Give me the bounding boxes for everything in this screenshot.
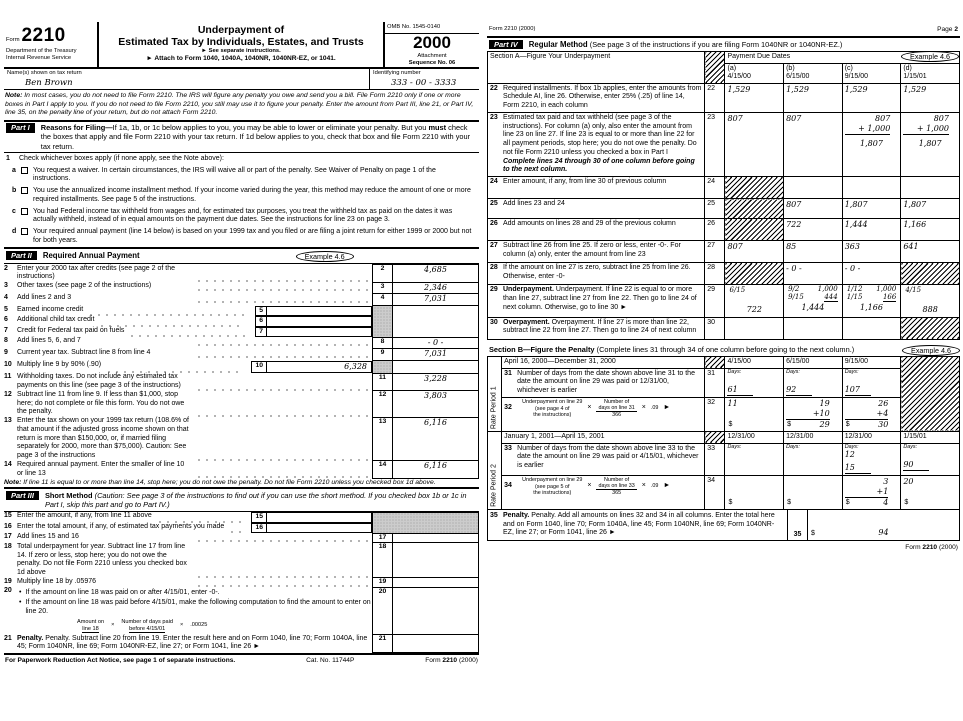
name-value[interactable]: Ben Brown bbox=[25, 77, 73, 88]
row-27: 27 Subtract line 26 from line 25. If zero or less, enter -0-. For column (a) only, enter the amount from line 23 27 807 85 363 641 bbox=[488, 241, 960, 263]
line-1c: c You had Federal income tax withheld from wages and, for estimated tax purposes, you treat the withheld tax as paid on the dates it was actually withheld, instead of in equal amounts on the payment due dates. See the instructions for line 23 on page 3. bbox=[12, 207, 453, 224]
line6-field[interactable] bbox=[267, 316, 372, 326]
line27c[interactable]: 363 bbox=[842, 241, 901, 263]
row-15: 15 Enter the amount, if any, from line 11 above 15 bbox=[4, 512, 479, 522]
line4-amount[interactable]: 7,031 bbox=[393, 294, 479, 306]
line27d[interactable]: 641 bbox=[901, 241, 960, 263]
part3-title: Short Method bbox=[44, 490, 93, 500]
arrow-icon: ► bbox=[620, 303, 628, 311]
row-33: 33 Number of days from the date shown above line 33 to the date the amount on line 29 was paid or 4/15/01, whichever is earlier 33 Days: Days: Days: 12 15 Days: 90 bbox=[488, 443, 960, 475]
hatched-cell bbox=[705, 431, 725, 443]
page2-footer: Form 2210 (2000) bbox=[905, 544, 958, 552]
line34b[interactable]: $ bbox=[784, 475, 843, 509]
rate-period-2-dates: Rate Period 2 January 1, 2001—April 15, 2001 12/31/00 12/31/00 12/31/00 1/15/01 bbox=[488, 431, 960, 443]
line35-amount[interactable]: $ 94 bbox=[811, 528, 889, 538]
row-18: 18 Total underpayment for year. Subtract line 17 from line 14. If zero or less, stop here; you do not owe the penalty. Do not file Form 2210 unless you checked box 1d above 18 bbox=[4, 543, 479, 578]
row-16: 16 Enter the total amount, if any, of estimated tax payments you made 16 bbox=[4, 523, 479, 533]
hatched-cell bbox=[725, 199, 784, 219]
sequence-number: Sequence No. 06 bbox=[408, 60, 456, 67]
line7-field[interactable] bbox=[267, 327, 372, 337]
line26b[interactable]: 722 bbox=[784, 219, 843, 241]
checkbox-1b[interactable] bbox=[21, 187, 28, 194]
row-21: 21 Penalty. Penalty. Subtract line 20 from line 19. Enter the result here and on Form 1040, line 70; Form 1040A, line 45; Form 1040NR, line 69; Form 1040NR-EZ, line 27; or Form 1041, line 26 ► 21 bbox=[4, 635, 479, 653]
row-23: 23 Estimated tax paid and tax withheld (see page 3 of the instructions). For column (a) only, also enter the amount from line 23 on line 27. If line 23 is equal to or more than line 22 for all payment periods, stop here; you do not owe the penalty. Do not file Form 2210 unless you checked a box in Part I Complete lines 24 through 30 of one column before going to the next column. 23 807 807 807 + 1,000 1,807 807 + 1,000 1,807 bbox=[488, 112, 960, 176]
line33c[interactable]: Days: 12 15 bbox=[842, 443, 901, 475]
hatched-cell bbox=[725, 263, 784, 285]
page2-header: Form 2210 (2000) Page 2 bbox=[489, 26, 958, 33]
line14-amount[interactable]: 6,116 bbox=[393, 461, 479, 479]
line33d[interactable]: Days: 90 bbox=[901, 443, 960, 475]
line18-amount[interactable] bbox=[393, 543, 479, 578]
id-value[interactable]: 333 - 00 - 3333 bbox=[391, 77, 457, 88]
page1-footer: For Paperwork Reduction Act Notice, see page 1 of separate instructions. Cat. No. 11744P Form 2210 (2000) bbox=[4, 653, 479, 667]
name-label: Name(s) shown on tax return bbox=[7, 70, 82, 77]
line2-amount[interactable]: 4,685 bbox=[393, 265, 479, 283]
section-a-table bbox=[487, 51, 960, 340]
part4-header: Part IV Regular Method (See page 3 of the instructions if you are filing Form 1040NR or 1040NR-EZ.) bbox=[487, 36, 960, 51]
line10-open-box bbox=[393, 361, 479, 374]
rate-period-1-range: April 16, 2000—December 31, 2000 bbox=[502, 356, 705, 368]
line20-amount[interactable] bbox=[393, 587, 479, 634]
line12-amount[interactable]: 3,803 bbox=[393, 391, 479, 417]
id-label: Identifying number bbox=[373, 70, 421, 77]
omb-number: OMB No. 1545-0140 bbox=[385, 22, 479, 34]
line17-amount[interactable] bbox=[393, 533, 479, 542]
hatched-cell bbox=[725, 219, 784, 241]
hatched-cell bbox=[705, 356, 725, 368]
form-number: 2210 bbox=[21, 25, 66, 46]
arrow-icon: ► bbox=[608, 529, 616, 537]
row-22: 22 Required installments. If box 1b applies, enter the amounts from Schedule AI, line 26. Otherwise, enter 25% (.25) of line 14, Form 2210, in each column 22 1,529 1,529 1,529 1,529 bbox=[488, 83, 960, 112]
line25d[interactable]: 1,807 bbox=[901, 199, 960, 219]
shaded-area bbox=[373, 512, 479, 533]
line24b[interactable] bbox=[784, 177, 843, 199]
row-29: 29 Underpayment. Underpayment. If line 22 is equal to or more than line 27, subtract line 27 from line 22. Then go to line 24 of next column. Otherwise, go to line 30 ► 29 6/15 722 9/2 1,000 9/15 444 1,444 1/12 1,000 1/15 166 1,166 4/15 888 bbox=[488, 285, 960, 318]
line29a[interactable]: 6/15 722 bbox=[725, 285, 784, 318]
line23a[interactable]: 807 bbox=[725, 112, 784, 176]
line22a[interactable]: 1,529 bbox=[725, 83, 784, 112]
line13-amount[interactable]: 6,116 bbox=[393, 417, 479, 461]
form-title-block bbox=[99, 22, 383, 67]
name-field[interactable] bbox=[4, 69, 369, 89]
section-a-title: Section A—Figure Your Underpayment bbox=[488, 51, 705, 83]
row-30: 30 Overpayment. Overpayment. If line 27 is more than line 22, subtract line 22 from line 27. Then go to line 24 of next column 30 bbox=[488, 317, 960, 339]
form-word: Form bbox=[6, 37, 20, 43]
part1-badge: Part I bbox=[6, 123, 35, 132]
line31b[interactable]: Days: 92 bbox=[784, 368, 843, 397]
part3-header: Part III Short Method (Caution: See page 3 of the instructions to find out if you can use the short method. If you checked box 1b or 1c in Part I, skip this part and go to Part IV.) bbox=[4, 487, 479, 512]
example-annotation: Example 4.6 bbox=[902, 345, 960, 356]
row-6: 6 Additional child tax credit 6 bbox=[4, 316, 479, 326]
section-b-title: Section B—Figure the Penalty (Complete lines 31 through 34 of one column before going to the next column.) Example 4.6 bbox=[487, 343, 960, 356]
rate-period-2-label: Rate Period 2 bbox=[488, 431, 502, 509]
row-26: 26 Add amounts on lines 28 and 29 of the previous column 26 722 1,444 1,166 bbox=[488, 219, 960, 241]
line26d[interactable]: 1,166 bbox=[901, 219, 960, 241]
line15-field[interactable] bbox=[267, 512, 372, 522]
line27b[interactable]: 85 bbox=[784, 241, 843, 263]
line31a[interactable]: Days: 61 bbox=[725, 368, 784, 397]
name-row bbox=[4, 69, 479, 90]
example-annotation: Example 4.6 bbox=[901, 51, 959, 62]
part3-table bbox=[4, 512, 479, 653]
row-25: 25 Add lines 23 and 24 25 807 1,807 1,807 bbox=[488, 199, 960, 219]
dept-line2: Internal Revenue Service bbox=[6, 54, 72, 61]
catalog-number: Cat. No. 11744P bbox=[306, 656, 355, 664]
form-ref: Form 2210 (2000) bbox=[489, 26, 536, 32]
line27a[interactable]: 807 bbox=[725, 241, 784, 263]
row-34: 34 Underpayment on line 29 (see page 5 of the instructions) × Number of days on line 33 365 × .09 ► 34 $ $ $ 3 +1 4 $ 20 bbox=[488, 475, 960, 509]
omb-block bbox=[383, 22, 479, 67]
row-3: 3 Other taxes (see page 2 of the instructions) 3 2,346 bbox=[4, 282, 479, 294]
hatched-cell bbox=[705, 51, 725, 83]
column-headers: (a) 4/15/00 (b) 6/15/00 (c) 9/15/00 (d) 1/15/01 bbox=[488, 63, 960, 83]
line21-amount[interactable] bbox=[393, 635, 479, 653]
line16-field[interactable] bbox=[267, 523, 372, 533]
hatched-cell bbox=[901, 263, 960, 285]
checkbox-1a[interactable] bbox=[21, 167, 28, 174]
row-11: 11 Withholding taxes. Do not include any estimated tax payments on this line (see page 3 of the instructions) 11 3,228 bbox=[4, 373, 479, 391]
line24d[interactable] bbox=[901, 177, 960, 199]
line34c[interactable]: $ 3 +1 4 bbox=[842, 475, 901, 509]
part3-badge: Part III bbox=[6, 491, 39, 500]
row-7: 7 Credit for Federal tax paid on fuels 7 bbox=[4, 327, 479, 337]
paperwork-notice: For Paperwork Reduction Act Notice, see page 1 of separate instructions. bbox=[5, 656, 236, 664]
row-20: 20 • If the amount on line 18 was paid on or after 4/15/01, enter -0-. • If the amount on line 18 was paid before 4/15/01, make the following computation to find the amount to enter on line 20. Amount on line 18 × Number of days paid before 4/15/01 × .00025 20 bbox=[4, 587, 479, 634]
part2-badge: Part II bbox=[6, 251, 37, 260]
line22d[interactable]: 1,529 bbox=[901, 83, 960, 112]
line23b[interactable]: 807 bbox=[784, 112, 843, 176]
lines5-7-open-box bbox=[393, 306, 479, 337]
part1-header bbox=[4, 120, 479, 154]
line-1: 1 Check whichever boxes apply (if none apply, see the Note above): bbox=[6, 155, 224, 163]
line34a[interactable]: $ bbox=[725, 475, 784, 509]
row-8: 8 Add lines 5, 6, and 7 8 - 0 - bbox=[4, 337, 479, 349]
form-title-2: Estimated Tax by Individuals, Estates, and Trusts bbox=[118, 36, 364, 49]
line10-field[interactable]: 6,328 bbox=[267, 361, 372, 374]
line-1a: a You request a waiver. In certain circumstances, the IRS will waive all or part of the penalty. See Waiver of Penalty on page 1 of the instructions. bbox=[12, 166, 436, 183]
line33b[interactable]: Days: bbox=[784, 443, 843, 475]
line-1d: d Your required annual payment (line 14 below) is based on your 1999 tax and you filed or are filing a joint return for either 1999 or 2000 but not for both years. bbox=[12, 228, 472, 244]
row-19: 19 Multiply line 18 by .05976 19 bbox=[4, 578, 479, 587]
row-5: 5 Earned income credit 5 bbox=[4, 306, 479, 316]
attachment-word: Attachment bbox=[417, 52, 447, 59]
part1-heading: Reasons for Filing—If 1a, 1b, or 1c below applies to you, you may be able to lower or eliminate your penalty. But you must check the boxes that apply and file Form 2210 with your tax return. If 1d below applies to you, check that box and file Form 2210 with your tax return. bbox=[40, 123, 471, 151]
line24c[interactable] bbox=[842, 177, 901, 199]
line8-amount[interactable]: - 0 - bbox=[393, 337, 479, 349]
part2-table bbox=[4, 264, 479, 487]
line22b[interactable]: 1,529 bbox=[784, 83, 843, 112]
form-id-block bbox=[4, 22, 99, 67]
line25b[interactable]: 807 bbox=[784, 199, 843, 219]
line28c[interactable]: - 0 - bbox=[842, 263, 901, 285]
line23d[interactable]: 807 + 1,000 1,807 bbox=[901, 112, 960, 176]
line26c[interactable]: 1,444 bbox=[842, 219, 901, 241]
line23c[interactable]: 807 + 1,000 1,807 bbox=[842, 112, 901, 176]
form-title-1: Underpayment of bbox=[197, 24, 285, 36]
line31c[interactable]: Days: 107 bbox=[842, 368, 901, 397]
payment-due-dates-header: Payment Due Dates Example 4.6 bbox=[725, 51, 960, 63]
shaded-area bbox=[373, 306, 393, 337]
form-header bbox=[4, 22, 479, 69]
row-10: 10 Multiply line 9 by 90% (.90) 10 6,328 bbox=[4, 361, 479, 374]
checkbox-1d[interactable] bbox=[21, 228, 28, 235]
line32b[interactable]: $ 19 +10 29 bbox=[784, 397, 843, 431]
dept-line1: Department of the Treasury bbox=[6, 47, 77, 54]
hatched-cell bbox=[901, 317, 960, 339]
rate-period-1-dates: Rate Period 1 April 16, 2000—December 31, 2000 4/15/00 6/15/00 9/15/00 bbox=[488, 356, 960, 368]
row-14: 14 Required annual payment. Enter the smaller of line 10 or line 13 14 6,116 bbox=[4, 461, 479, 479]
row-17: 17 Add lines 15 and 16 17 bbox=[4, 533, 479, 542]
example-annotation: Example 4.6 bbox=[296, 251, 354, 262]
line32a[interactable]: $ 11 bbox=[725, 397, 784, 431]
line11-amount[interactable]: 3,228 bbox=[393, 373, 479, 391]
part2-title: Required Annual Payment bbox=[42, 250, 140, 260]
line-1b: b You use the annualized income installment method. If your income varied during the year, this method may reduce the amount of one or more required installments. See page 5 of the instructions. bbox=[12, 187, 471, 203]
row-9: 9 Current year tax. Subtract line 8 from line 4 9 7,031 bbox=[4, 349, 479, 361]
line29c[interactable]: 1/12 1,000 1/15 166 1,166 bbox=[842, 285, 901, 318]
row-31: 31 Number of days from the date shown above line 31 to the date the amount on line 29 was paid or 12/31/00, whichever is earlier 31 Days: 61 Days: 92 Days: 107 bbox=[488, 368, 960, 397]
rate-period-1-label: Rate Period 1 bbox=[488, 356, 502, 431]
rate-period-2-range: January 1, 2001—April 15, 2001 bbox=[502, 431, 705, 443]
row-28: 28 If the amount on line 27 is zero, subtract line 25 from line 26. Otherwise, enter -0- 28 - 0 - - 0 - bbox=[488, 263, 960, 285]
line22c[interactable]: 1,529 bbox=[842, 83, 901, 112]
hatched-cell bbox=[725, 177, 784, 199]
part4-title: Regular Method bbox=[528, 39, 588, 49]
line25c[interactable]: 1,807 bbox=[842, 199, 901, 219]
arrow-icon: ► bbox=[253, 643, 261, 651]
form-2210-page-2 bbox=[487, 26, 960, 556]
checkbox-1c[interactable] bbox=[21, 208, 28, 215]
shaded-area bbox=[373, 361, 393, 374]
line30c[interactable] bbox=[842, 317, 901, 339]
part4-badge: Part IV bbox=[489, 40, 523, 49]
line32c[interactable]: $ 26 +4 30 bbox=[842, 397, 901, 431]
row-12: 12 Subtract line 11 from line 9. If less than $1,000, stop here; do not complete or file this form. You do not owe the penalty. 12 3,803 bbox=[4, 391, 479, 417]
form-2210-page-1 bbox=[4, 22, 479, 667]
part2-note-row: Note: If line 11 is equal to or more than line 14, stop here; you do not owe the penalty. Do not file Form 2210 unless you checked box 1d above. bbox=[4, 478, 436, 486]
row-4: 4 Add lines 2 and 3 4 7,031 bbox=[4, 294, 479, 306]
part2-header bbox=[4, 247, 479, 264]
arrow-icon: ► bbox=[663, 482, 671, 490]
tax-year: 2000 bbox=[413, 33, 451, 53]
line29d[interactable]: 4/15 888 bbox=[901, 285, 960, 318]
line20-formula: Amount on line 18 × Number of days paid before 4/15/01 × .00025 bbox=[77, 618, 208, 632]
line29b[interactable]: 9/2 1,000 9/15 444 1,444 bbox=[784, 285, 843, 318]
arrow-icon: ► bbox=[663, 404, 671, 412]
row-13: 13 Enter the tax shown on your 1999 tax return (108.6% of that amount if the adjusted gross income shown on that return is more than $150,000, or, if married filing separately for 2000, more than $75,000). Caution: See page 3 of the instructions 13 6,116 bbox=[4, 417, 479, 461]
line5-field[interactable] bbox=[267, 306, 372, 316]
row-35: 35 Penalty. Penalty. Add all amounts on lines 32 and 34 in all columns. Enter the total here and on Form 1040, line 70; Form 1040A, line 45; Form 1040NR, line 69; Form 1040NR-EZ, line 27; or Form 1041, line 26 ► 35 $ 94 bbox=[487, 510, 960, 541]
filing-note: Note: In most cases, you do not need to file Form 2210. The IRS will figure any penalty you owe and send you a bill. File Form 2210 only if one or more boxes in Part I apply to you. If you do not need to file Form 2210, you still may use it to figure your penalty. Enter the amount from Part III, line 21, or Part IV, line 35, on the penalty line of your return, but do not attach Form 2210. bbox=[5, 92, 474, 117]
line30a[interactable] bbox=[725, 317, 784, 339]
line9-amount[interactable]: 7,031 bbox=[393, 349, 479, 361]
see-instructions: ► See separate instructions. bbox=[201, 48, 281, 55]
line30b[interactable] bbox=[784, 317, 843, 339]
identifying-number-field[interactable] bbox=[369, 69, 479, 89]
section-b-table bbox=[487, 356, 960, 510]
hatched-cell bbox=[901, 356, 960, 431]
line19-amount[interactable] bbox=[393, 578, 479, 587]
attach-note: ► Attach to Form 1040, 1040A, 1040NR, 1040NR-EZ, or 1041. bbox=[146, 55, 336, 63]
line3-amount[interactable]: 2,346 bbox=[393, 282, 479, 294]
row-32: 32 Underpayment on line 29 (see page 4 of the instructions) × Number of days on line 31 366 × .09 ► 32 $ 11 $ 19 +10 29 $ 26 +4 30 bbox=[488, 397, 960, 431]
line28b[interactable]: - 0 - bbox=[784, 263, 843, 285]
row-24: 24 Enter amount, if any, from line 30 of previous column 24 bbox=[488, 177, 960, 199]
row-2: 2 Enter your 2000 tax after credits (see page 2 of the instructions) 2 4,685 bbox=[4, 265, 479, 283]
line34d[interactable]: $ 20 bbox=[901, 475, 960, 509]
line33a[interactable]: Days: bbox=[725, 443, 784, 475]
